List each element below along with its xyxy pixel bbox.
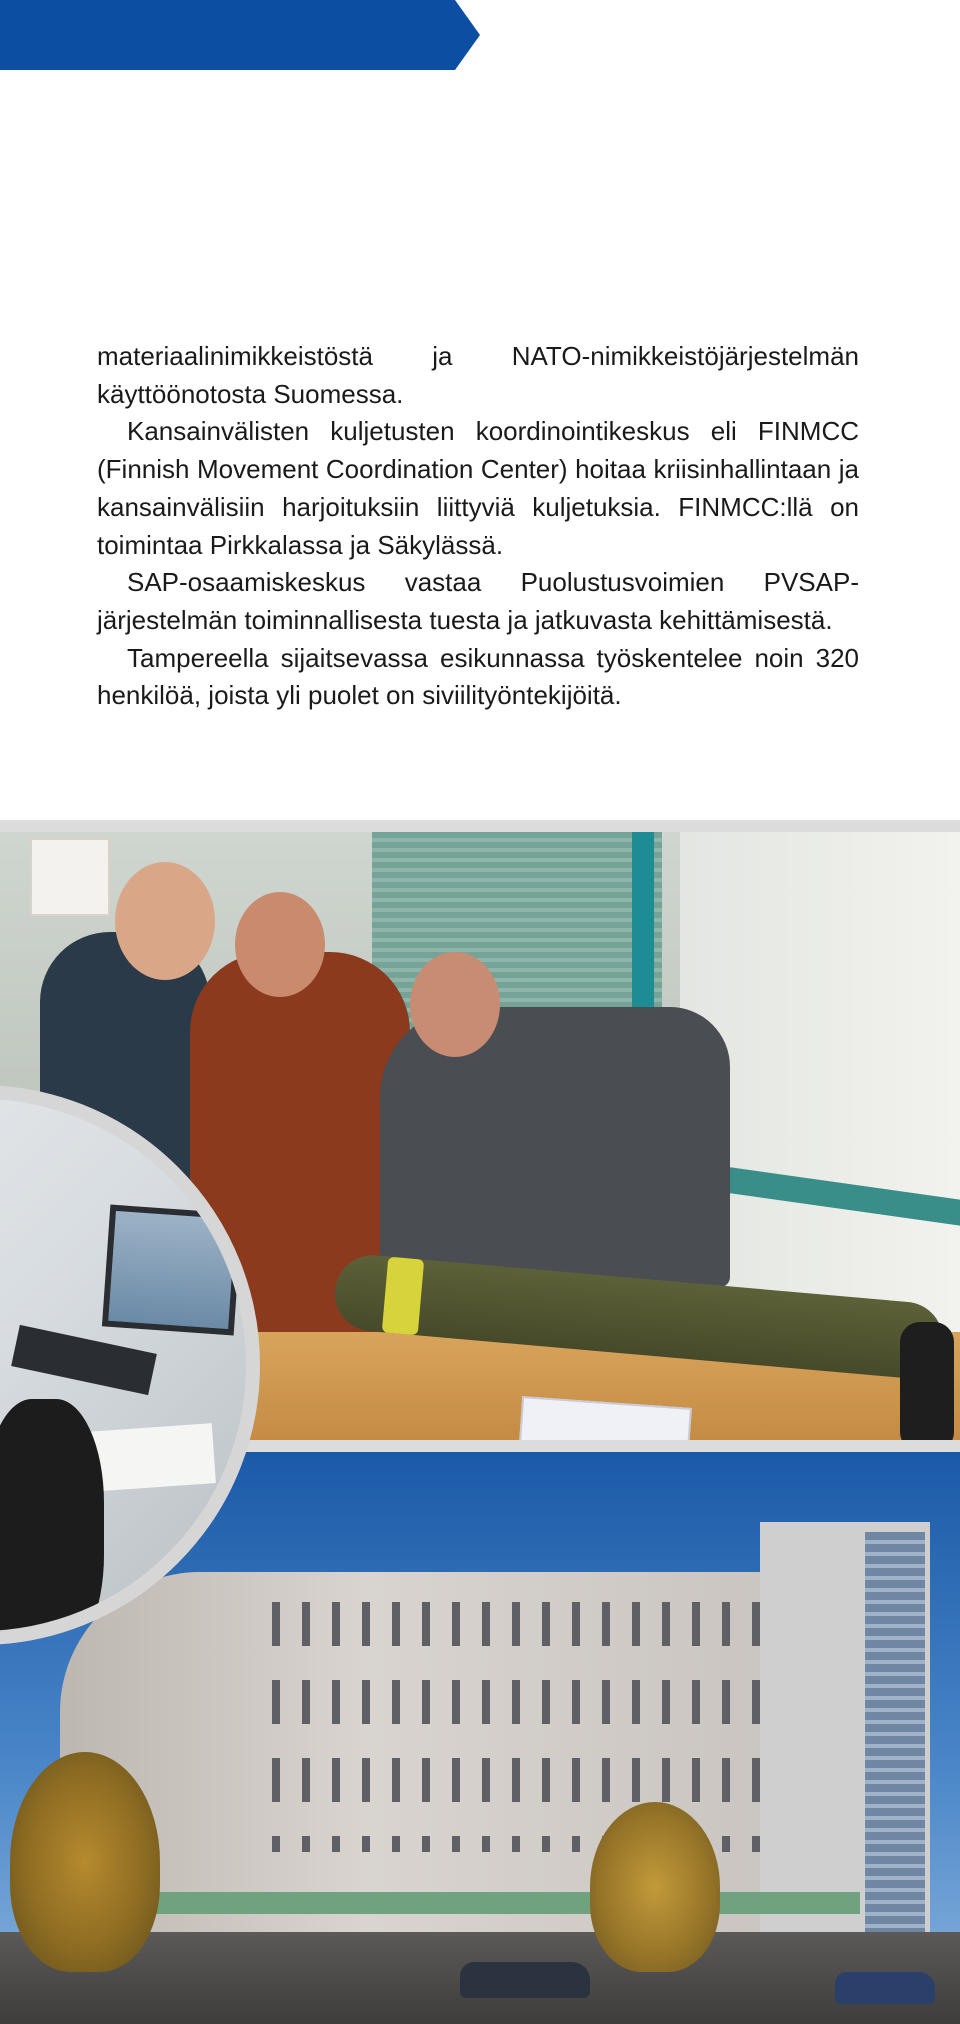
person-middle-head: [235, 892, 325, 997]
launcher-end-cap: [900, 1322, 954, 1440]
building-canopy: [140, 1892, 860, 1914]
building-windows: [250, 1602, 810, 1852]
paragraph-1: materiaalinimikkeistöstä ja NATO-nimikkeistöjärjestelmän käyttöönotosta Suomessa.: [97, 341, 859, 409]
officer-head: [410, 952, 500, 1057]
body-text: [97, 338, 859, 715]
person-left-head: [115, 862, 215, 980]
window-frame: [632, 832, 654, 1022]
tree-left: [10, 1752, 160, 1972]
paragraph-2: Kansainvälisten kuljetusten koordinointikeskus eli FINMCC (Finnish Movement Coordination Center) hoitaa kriisinhallintaan ja kansainvälisiin harjoituksiin liittyviä kuljetuksia. FINMCC:llä on toimintaa Pirkkalassa ja Säkylässä.: [97, 416, 859, 560]
parked-car: [460, 1962, 590, 1998]
parked-car: [835, 1972, 935, 2004]
monitor: [102, 1205, 242, 1336]
paragraph-3: SAP-osaamiskeskus vastaa Puolustusvoimien PVSAP-järjestelmän toiminnallisesta tuesta ja jatkuvasta kehittämisestä.: [97, 567, 859, 635]
person-silhouette: [0, 1399, 104, 1645]
launcher-yellow-ring: [382, 1257, 424, 1336]
notice-board: [30, 838, 110, 916]
building-glass-facade: [865, 1532, 925, 1952]
keyboard: [11, 1325, 157, 1395]
top-banner-arrow: [0, 0, 480, 70]
paragraph-4: Tampereella sijaitsevassa esikunnassa työskentelee noin 320 henkilöä, joista yli puolet on siviilityöntekijöitä.: [97, 642, 859, 711]
tree-right: [590, 1802, 720, 1972]
